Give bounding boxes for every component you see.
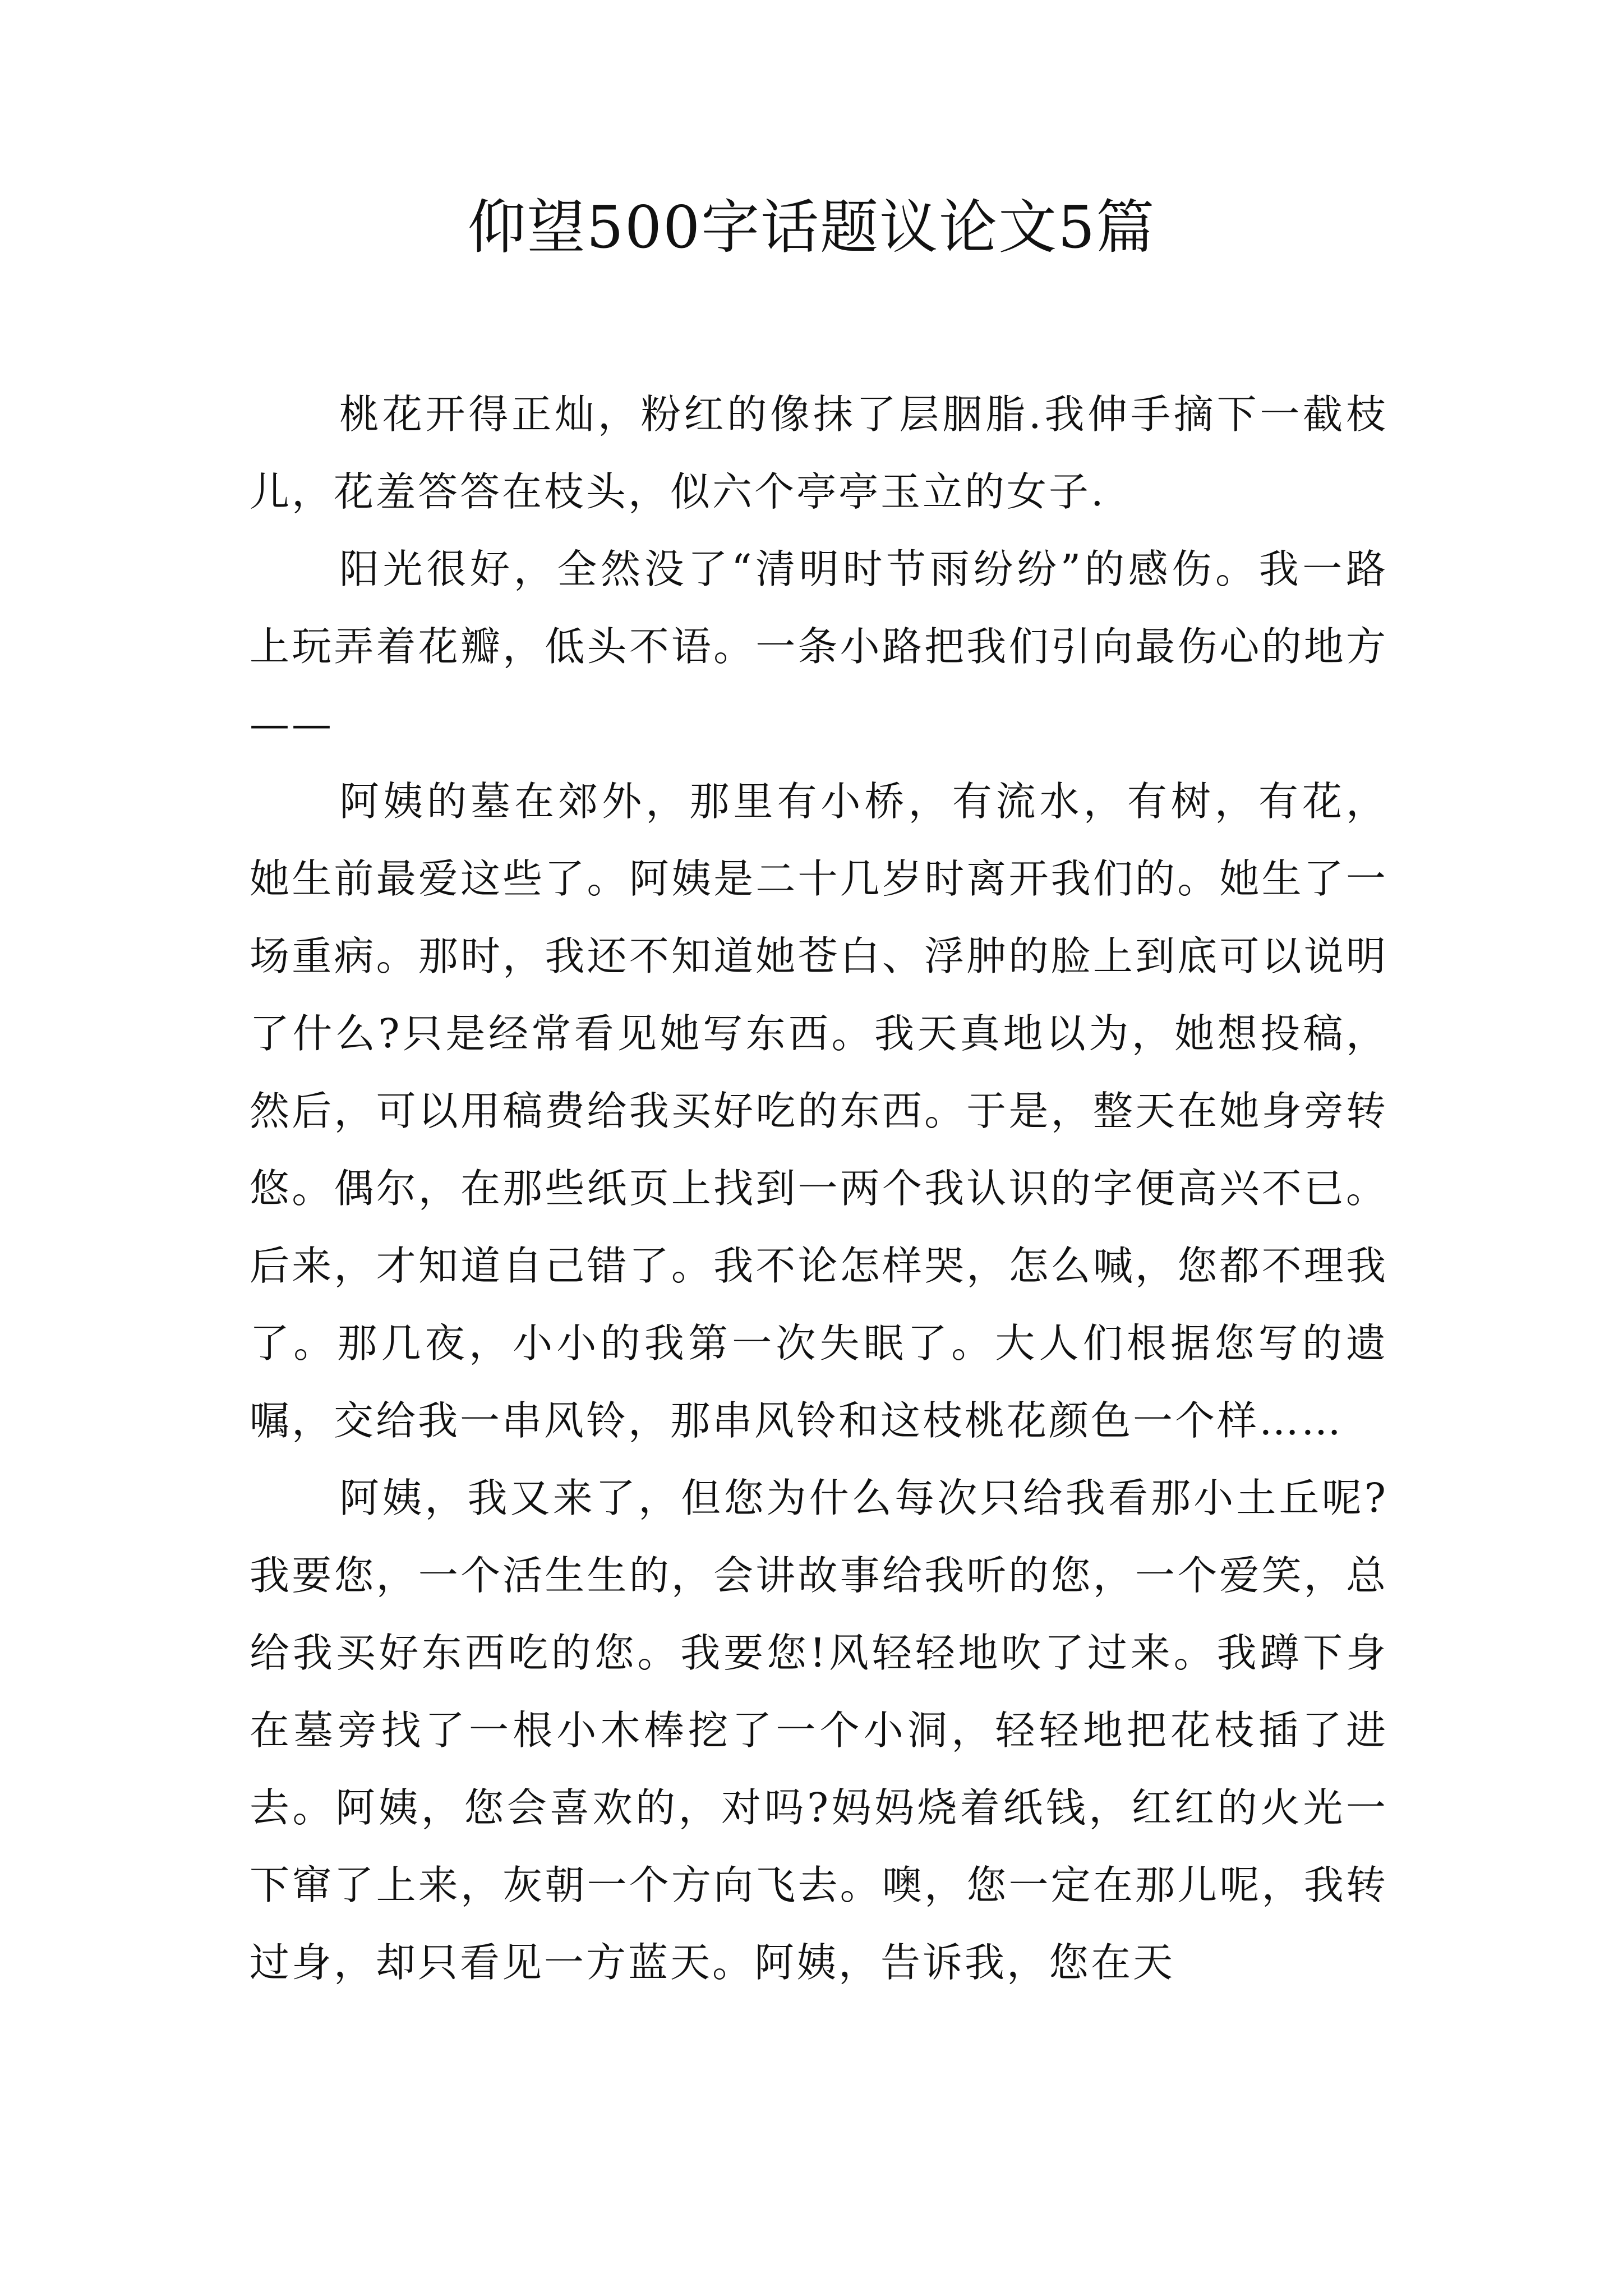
document-body (250, 376, 1388, 2001)
paragraph-1: 桃花开得正灿，粉红的像抹了层胭脂.我伸手摘下一截枝儿，花羞答答在枝头，似六个亭亭玉立的女子. (250, 391, 1388, 515)
document-title: 仰望500字话题议论文5篇 (467, 193, 1156, 261)
paragraph-3: 阿姨的墓在郊外，那里有小桥，有流水，有树，有花，她生前最爱这些了。阿姨是二十几岁时离开我们的。她生了一场重病。那时，我还不知道她苍白、浮肿的脸上到底可以说明了什么?只是经常看见她写东西。我天真地以为，她想投稿，然后，可以用稿费给我买好吃的东西。于是，整天在她身旁转悠。偶尔，在那些纸页上找到一两个我认识的字便高兴不已。后来，才知道自己错了。我不论怎样哭，怎么喊，您都不理我了。那几夜，小小的我第一次失眠了。大人们根据您写的遗嘱，交给我一串风铃，那串风铃和这枝桃花颜色一个样…… (250, 778, 1388, 1444)
paragraph-4: 阿姨，我又来了，但您为什么每次只给我看那小土丘呢?我要您，一个活生生的，会讲故事给我听的您，一个爱笑，总给我买好东西吃的您。我要您!风轻轻地吹了过来。我蹲下身在墓旁找了一根小木棒挖了一个小洞，轻轻地把花枝插了进去。阿姨，您会喜欢的，对吗?妈妈烧着纸钱，红红的火光一下窜了上来，灰朝一个方向飞去。噢，您一定在那儿呢，我转过身，却只看见一方蓝天。阿姨，告诉我，您在天 (250, 1475, 1388, 1986)
paragraph-2: 阳光很好，全然没了“清明时节雨纷纷”的感伤。我一路上玩弄着花瓣，低头不语。一条小路把我们引向最伤心的地方—— (250, 546, 1388, 747)
